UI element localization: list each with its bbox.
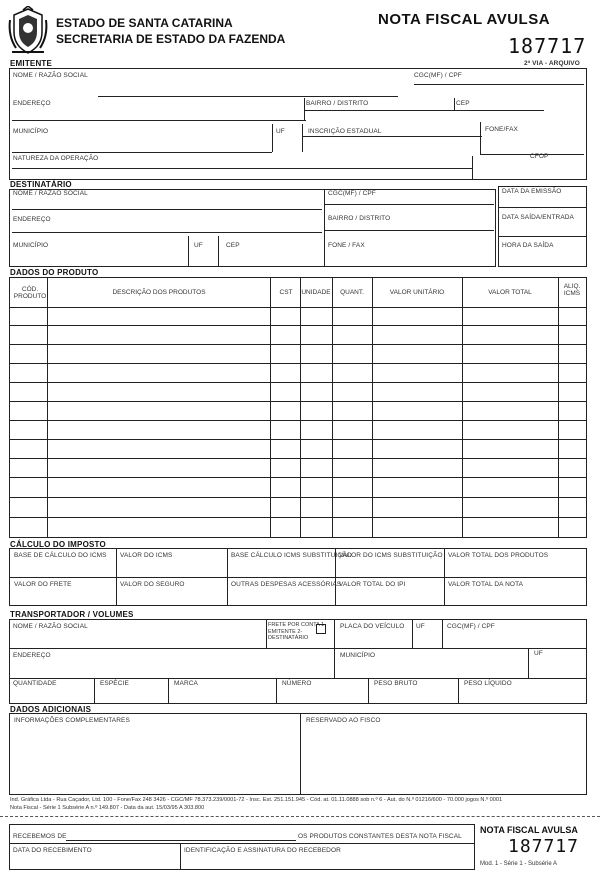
produtos-table: [9, 277, 587, 538]
destinatario-uf-label: UF: [194, 242, 203, 249]
section-produtos: DADOS DO PRODUTO: [10, 268, 99, 277]
transp-municipio-label: MUNICÍPIO: [340, 652, 376, 659]
transp-placa-label: PLACA DO VEÍCULO: [340, 623, 405, 630]
transp-peso-liquido-label: PESO LÍQUIDO: [464, 680, 512, 687]
reservado-fisco-label: RESERVADO AO FISCO: [306, 717, 381, 724]
valor-frete-label: VALOR DO FRETE: [14, 581, 72, 588]
outras-despesas-label: OUTRAS DESPESAS ACESSÓRIAS: [231, 581, 342, 588]
emitente-uf-label: UF: [276, 128, 285, 135]
canhoto-title: NOTA FISCAL AVULSA: [480, 825, 578, 835]
transp-numero-label: NÚMERO: [282, 680, 312, 687]
canhoto-model: Mod. 1 - Série 1 - Subsérie A: [480, 861, 558, 867]
state-coat-of-arms-icon: [6, 6, 50, 56]
printer-info-line1: Ind. Gráfica Ltda - Rua Caçador, Ltd. 100 - Fone/Fax 248 3426 - CGC/MF 78.373.239/0001-72 - Insc. Est. 251.151.945 - Cód. at. 01.11.0888 sob n.º 6 - Aut. do N.º 01216/600 - 70.000 jogos N.º 0001: [10, 797, 503, 803]
transp-cgc-label: CGC(MF) / CPF: [447, 623, 495, 630]
valor-produtos-label: VALOR TOTAL DOS PRODUTOS: [448, 552, 549, 559]
canhoto-produtos-label: OS PRODUTOS CONSTANTES DESTA NOTA FISCAL: [298, 833, 462, 840]
emitente-natureza-label: NATUREZA DA OPERAÇÃO: [13, 155, 99, 162]
section-destinatario: DESTINATÁRIO: [10, 180, 72, 189]
valor-ipi-label: VALOR TOTAL DO IPI: [339, 581, 406, 588]
data-recebimento-label: DATA DO RECEBIMENTO: [13, 847, 92, 854]
section-adicionais: DADOS ADICIONAIS: [10, 705, 92, 714]
emitente-cgc-label: CGC(MF) / CPF: [414, 72, 462, 79]
col-descricao: DESCRIÇÃO DOS PRODUTOS: [112, 289, 206, 296]
base-icms-label: BASE DE CÁLCULO DO ICMS: [14, 552, 107, 559]
col-valor-total: VALOR TOTAL: [488, 289, 532, 296]
frete-checkbox[interactable]: [316, 624, 326, 634]
destinatario-fone-label: FONE / FAX: [328, 242, 365, 249]
destinatario-municipio-label: MUNICÍPIO: [13, 242, 49, 249]
transp-uf2-label: UF: [534, 650, 543, 657]
secretariat-name: SECRETARIA DE ESTADO DA FAZENDA: [56, 32, 286, 46]
emitente-nome-label: NOME / RAZÃO SOCIAL: [13, 72, 88, 79]
col-quant: QUANT.: [340, 289, 364, 296]
col-valor-unitario: VALOR UNITÁRIO: [389, 289, 445, 296]
destinatario-dates-box: [498, 186, 587, 267]
data-emissao-label: DATA DA EMISSÃO: [502, 188, 562, 195]
adicionais-box: [9, 713, 587, 795]
emitente-cfop-label: CFOP: [530, 153, 549, 160]
section-imposto: CÁLCULO DO IMPOSTO: [10, 540, 106, 549]
emitente-cep-label: CEP: [456, 100, 470, 107]
section-transportador: TRANSPORTADOR / VOLUMES: [10, 610, 134, 619]
recebemos-label: RECEBEMOS DE: [13, 833, 67, 840]
emitente-endereco-label: ENDEREÇO: [13, 100, 51, 107]
emitente-fone-label: FONE/FAX: [485, 126, 518, 133]
transp-frete-label: FRETE POR CONTA 1-EMITENTE 2-DESTINATÁRIO: [268, 622, 326, 641]
info-complementares-label: INFORMAÇÕES COMPLEMENTARES: [14, 717, 130, 724]
destinatario-cgc-label: CGC(MF) / CPF: [328, 190, 376, 197]
canhoto-number: 187717: [508, 836, 580, 857]
transp-nome-label: NOME / RAZÃO SOCIAL: [13, 623, 88, 630]
destinatario-cep-label: CEP: [226, 242, 240, 249]
col-cst: CST: [279, 289, 293, 296]
valor-icms-label: VALOR DO ICMS: [120, 552, 173, 559]
base-subst-label: BASE CÁLCULO ICMS SUBSTITUIÇÃO: [231, 552, 352, 559]
destinatario-nome-label: NOME / RAZÃO SOCIAL: [13, 190, 88, 197]
transp-quantidade-label: QUANTIDADE: [13, 680, 57, 687]
col-cod: CÓD. PRODUTO: [13, 286, 47, 300]
transp-endereco-label: ENDEREÇO: [13, 652, 51, 659]
transp-marca-label: MARCA: [174, 680, 198, 687]
document-title: NOTA FISCAL AVULSA: [378, 11, 551, 28]
col-aliq: ALIQ. ICMS: [563, 283, 581, 297]
hora-saida-label: HORA DA SAÍDA: [502, 242, 554, 249]
transp-especie-label: ESPÉCIE: [100, 680, 129, 687]
data-saida-entrada-label: DATA SAÍDA/ENTRADA: [502, 214, 574, 221]
emitente-inscricao-label: INSCRIÇÃO ESTADUAL: [308, 128, 382, 135]
valor-subst-label: VALOR DO ICMS SUBSTITUIÇÃO: [339, 552, 443, 559]
identificacao-recebedor-label: IDENTIFICAÇÃO E ASSINATURA DO RECEBEDOR: [184, 847, 341, 854]
document-number: 187717: [508, 34, 587, 58]
valor-seguro-label: VALOR DO SEGURO: [120, 581, 185, 588]
printer-info-line2: Nota Fiscal - Série 1 Subsérie A n.º 149.807 - Data da aut. 15/03/95 A 303.800: [10, 805, 205, 811]
emitente-municipio-label: MUNICÍPIO: [13, 128, 49, 135]
cut-line: [0, 816, 600, 817]
transp-peso-bruto-label: PESO BRUTO: [374, 680, 418, 687]
destinatario-endereco-label: ENDEREÇO: [13, 216, 51, 223]
via-label: 2ª VIA - ARQUIVO: [524, 60, 580, 67]
col-unidade: UNIDADE: [301, 289, 331, 296]
emitente-bairro-label: BAIRRO / DISTRITO: [306, 100, 369, 107]
transp-uf-label: UF: [416, 623, 425, 630]
valor-nota-label: VALOR TOTAL DA NOTA: [448, 581, 524, 588]
section-emitente: EMITENTE: [10, 59, 53, 68]
state-name: ESTADO DE SANTA CATARINA: [56, 16, 233, 30]
destinatario-bairro-label: BAIRRO / DISTRITO: [328, 215, 391, 222]
destinatario-box: [9, 189, 496, 267]
